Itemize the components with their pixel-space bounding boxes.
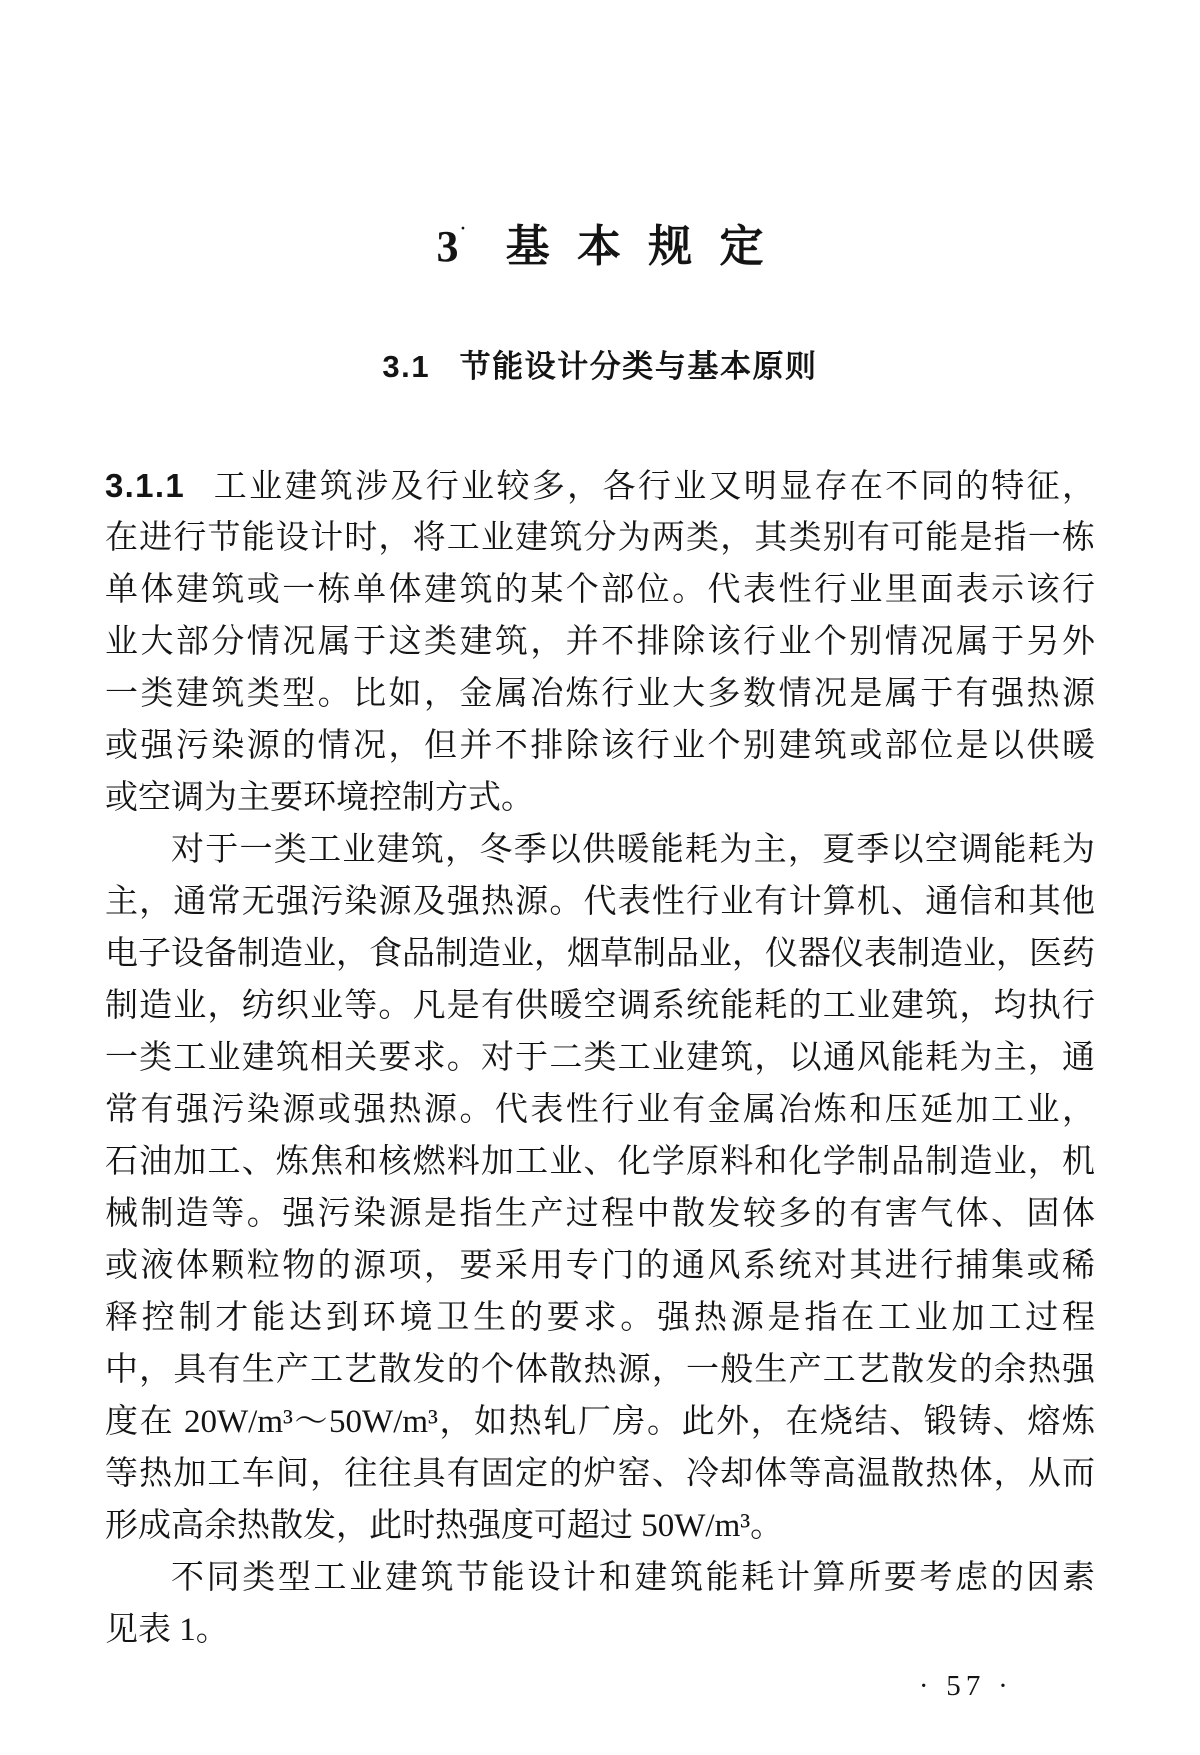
section-title: 节能设计分类与基本原则 xyxy=(459,348,818,384)
text-line: 或空调为主要环境控制方式。 xyxy=(105,779,534,816)
chapter-heading xyxy=(0,222,1200,273)
text-line: 见表 1。 xyxy=(105,1611,229,1648)
body-text xyxy=(105,460,1095,1656)
text-line: 石油加工、炼焦和核燃料加工业、化学原料和化学制品制造业，机 xyxy=(105,1143,1095,1180)
text-line: 度在 20W/m³～50W/m³，如热轧厂房。此外，在烧结、锻铸、熔炼 xyxy=(105,1403,1095,1440)
text-line: 业大部分情况属于这类建筑，并不排除该行业个别情况属于另外 xyxy=(105,623,1095,660)
text-line: 或液体颗粒物的源项，要采用专门的通风系统对其进行捕集或稀 xyxy=(105,1247,1095,1284)
text-line: 一类工业建筑相关要求。对于二类工业建筑，以通风能耗为主，通 xyxy=(105,1039,1095,1076)
text-line: 不同类型工业建筑节能设计和建筑能耗计算所要考虑的因素 xyxy=(171,1559,1095,1596)
text-line: 形成高余热散发，此时热强度可超过 50W/m³。 xyxy=(105,1507,784,1544)
chapter-number-dot-mark: ˙ xyxy=(459,223,467,244)
text-line: 中，具有生产工艺散发的个体散热源，一般生产工艺散发的余热强 xyxy=(105,1351,1095,1388)
text-line: 或强污染源的情况，但并不排除该行业个别建筑或部位是以供暖 xyxy=(105,727,1095,764)
text-line: 单体建筑或一栋单体建筑的某个部位。代表性行业里面表示该行 xyxy=(105,571,1095,608)
text-line: 释控制才能达到环境卫生的要求。强热源是指在工业加工过程 xyxy=(105,1299,1095,1336)
text-line: 制造业，纺织业等。凡是有供暖空调系统能耗的工业建筑，均执行 xyxy=(105,987,1095,1024)
page-number: · 57 · xyxy=(918,1669,1013,1702)
chapter-number: 3 xyxy=(436,222,459,271)
text-line: 电子设备制造业，食品制造业，烟草制品业，仪器仪表制造业，医药 xyxy=(105,935,1095,972)
text-line: 对于一类工业建筑，冬季以供暖能耗为主，夏季以空调能耗为 xyxy=(171,831,1095,868)
text-line: 在进行节能设计时，将工业建筑分为两类，其类别有可能是指一栋 xyxy=(105,519,1095,556)
text-line: 等热加工车间，往往具有固定的炉窑、冷却体等高温散热体，从而 xyxy=(105,1455,1095,1492)
section-number: 3.1 xyxy=(382,348,431,384)
text-line: 械制造等。强污染源是指生产过程中散发较多的有害气体、固体 xyxy=(105,1195,1095,1232)
text-line: 主，通常无强污染源及强热源。代表性行业有计算机、通信和其他 xyxy=(105,883,1095,920)
clause-number: 3.1.1 xyxy=(105,466,185,504)
text-line: 常有强污染源或强热源。代表性行业有金属冶炼和压延加工业， xyxy=(105,1091,1095,1128)
section-heading xyxy=(0,341,1200,386)
text-line: 3.1.1 工业建筑涉及行业较多，各行业又明显存在不同的特征， xyxy=(105,466,1095,505)
chapter-title: 基本规定 xyxy=(505,222,791,271)
text-line: 一类建筑类型。比如，金属冶炼行业大多数情况是属于有强热源 xyxy=(105,675,1095,712)
